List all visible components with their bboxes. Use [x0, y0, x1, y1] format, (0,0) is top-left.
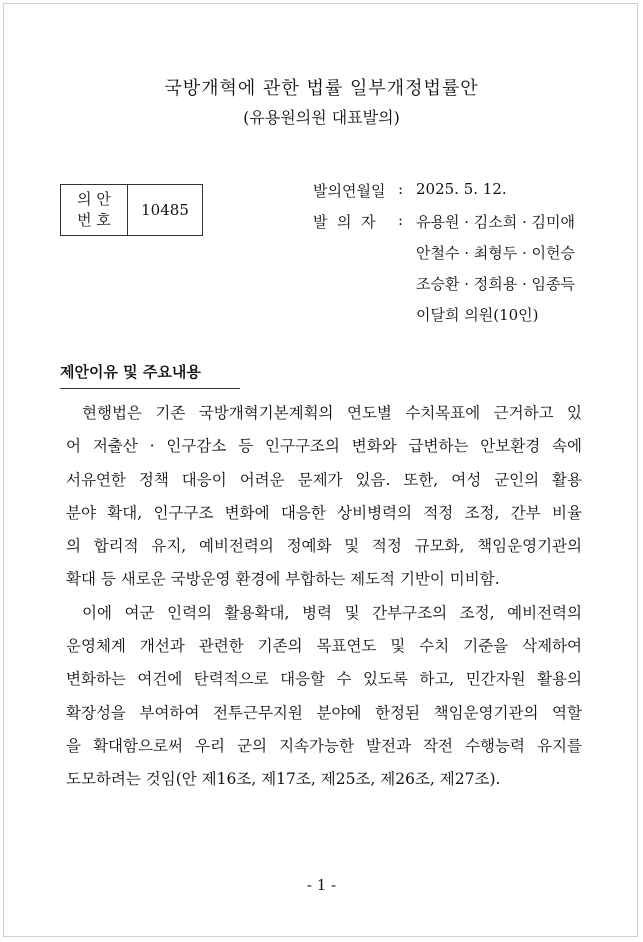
meta-separator: : — [398, 211, 404, 229]
proposal-date-label: 발의연월일 — [313, 182, 386, 200]
proposer-label: 발 의 자 — [313, 213, 376, 231]
body-line: 어 저출산 · 인구감소 등 인구구조의 변화와 급변하는 안보환경 속에 — [66, 437, 582, 456]
body-line: 변화하는 여건에 탄력적으로 대응할 수 있도록 하고, 민간자원 활용의 — [66, 670, 582, 689]
body-line: 확대 등 새로운 국방운영 환경에 부합하는 제도적 기반이 미비함. — [66, 570, 500, 589]
bill-metadata — [313, 180, 575, 335]
body-line: 의 합리적 유지, 예비전력의 정예화 및 적정 규모화, 책임운영기관의 — [66, 537, 582, 556]
body-line: 현행법은 기존 국방개혁기본계획의 연도별 수치목표에 근거하고 있 — [82, 404, 582, 422]
proposer-names: 이달희 의원(10인) — [416, 306, 539, 324]
body-line: 도모하려는 것임(안 제16조, 제17조, 제25조, 제26조, 제27조). — [66, 770, 501, 789]
body-line: 서유연한 정책 대응이 어려운 문제가 있음. 또한, 여성 군인의 활용 — [66, 470, 582, 489]
bill-label-line2: 번 호 — [77, 211, 111, 229]
bill-label-line1: 의 안 — [77, 190, 111, 208]
document-title: 국방개혁에 관한 법률 일부개정법률안 — [164, 78, 479, 99]
bill-number-value: 10485 — [128, 185, 203, 236]
proposer-names: 유용원 · 김소희 · 김미애 — [416, 213, 576, 231]
body-line: 이에 여군 인력의 활용확대, 병력 및 간부구조의 조정, 예비전력의 — [82, 603, 582, 622]
bill-number-label — [61, 185, 128, 236]
body-line: 운영체계 개선과 관련한 기존의 목표연도 및 수치 기준을 삭제하여 — [66, 637, 582, 656]
body-line: 을 확대함으로써 우리 군의 지속가능한 발전과 작전 수행능력 유지를 — [66, 736, 582, 755]
proposal-date-row — [313, 180, 575, 211]
section-heading: 제안이유 및 주요내용 — [60, 361, 240, 389]
proposer-names: 조승환 · 정희용 · 임종득 — [416, 275, 576, 293]
proposal-date-value: 2025. 5. 12. — [416, 180, 507, 198]
meta-separator: : — [398, 180, 404, 198]
document-subtitle: (유용원의원 대표발의) — [243, 108, 400, 127]
body-line: 분야 확대, 인구구조 변화에 대응한 상비병력의 적정 조정, 간부 비율 — [66, 503, 582, 522]
page-number: - 1 - — [306, 876, 337, 894]
body-line: 확장성을 부여하여 전투근무지원 분야에 한정된 책임운영기관의 역할 — [66, 703, 582, 722]
proposer-row — [313, 211, 575, 242]
bill-number-box — [60, 184, 203, 236]
section-body — [66, 397, 582, 797]
proposer-names: 안철수 · 최형두 · 이헌승 — [416, 244, 576, 262]
